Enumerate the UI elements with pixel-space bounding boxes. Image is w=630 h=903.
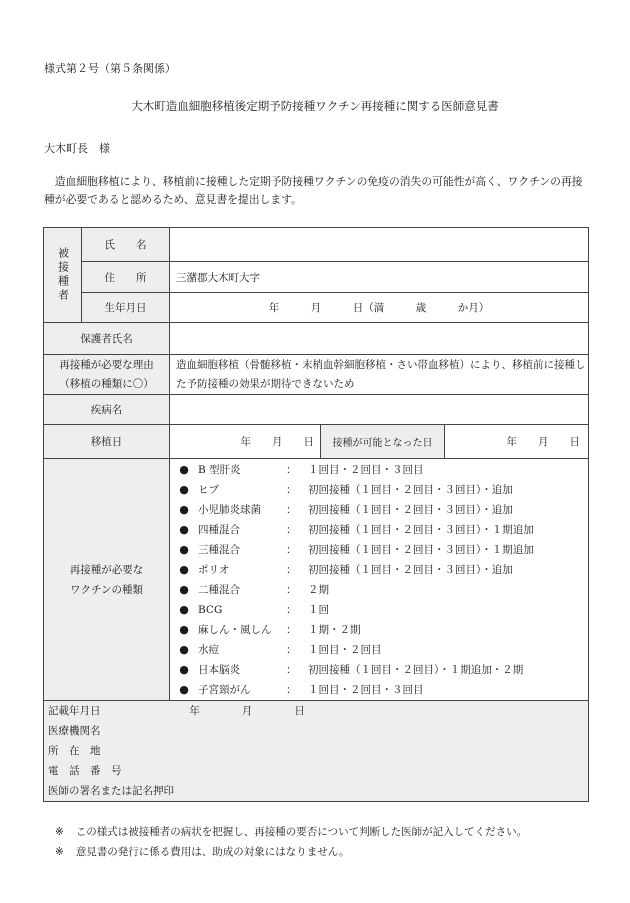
note-1-text: この様式は被接種者の病状を把握し、再接種の要否について判断した医師が記入してください。 (75, 826, 528, 838)
vaccine-colon: ： (286, 684, 297, 696)
vaccine-detail[interactable]: １回 (308, 604, 329, 616)
reason-text: 造血細胞移植（骨髄移植・末梢血幹細胞移植・さい帯血移植）により、移植前に接種した予防接種の効果が期待できないため (170, 355, 589, 395)
address-field[interactable]: 三潴郡大木町大字 (170, 262, 589, 293)
vaccine-detail[interactable]: １回目・２回目 (308, 644, 382, 656)
vaccine-detail[interactable]: 初回接種（１回目・２回目・３回目）・１期追加 (308, 544, 534, 556)
form-number: 様式第２号（第５条関係） (44, 62, 176, 75)
vaccine-colon: ： (286, 524, 297, 536)
birth-date-field[interactable]: 年 月 日（満 歳 か月） (170, 293, 589, 323)
vaccine-item (170, 580, 588, 600)
vaccine-name[interactable]: 子宮頸がん (198, 684, 251, 696)
notes (55, 822, 527, 862)
vaccine-name[interactable]: 四種混合 (198, 524, 240, 536)
bullet-icon: ● (179, 463, 189, 476)
vaccine-name[interactable]: B 型肝炎 (198, 464, 241, 476)
vaccine-colon: ： (286, 604, 297, 616)
bullet-icon: ● (179, 563, 189, 576)
vaccine-colon: ： (286, 624, 297, 636)
vaccine-colon: ： (286, 664, 297, 676)
record-date-label: 記載年月日 (48, 705, 101, 717)
bullet-icon: ● (179, 483, 189, 496)
vaccine-detail[interactable]: ２期 (308, 584, 329, 596)
vaccine-colon: ： (286, 564, 297, 576)
name-label: 氏 名 (82, 228, 170, 262)
note-mark: ※ (55, 826, 64, 838)
disease-name-label: 疾病名 (44, 395, 170, 425)
vaccine-colon: ： (286, 504, 297, 516)
note-2 (55, 842, 527, 862)
bullet-icon: ● (179, 643, 189, 656)
vaccine-name[interactable]: 三種混合 (198, 544, 240, 556)
bullet-icon: ● (179, 503, 189, 516)
reason-label (44, 355, 170, 395)
vaccine-type-label (44, 459, 170, 701)
vaccine-detail[interactable]: 初回接種（１回目・２回目・３回目）・追加 (308, 484, 513, 496)
vaccine-name[interactable]: 二種混合 (198, 584, 240, 596)
bullet-icon: ● (179, 523, 189, 536)
vaccination-possible-date-label: 接種が可能となった日 (320, 425, 445, 458)
note-mark: ※ (55, 846, 64, 858)
guardian-name-field[interactable] (170, 323, 589, 355)
vaccine-item (170, 520, 588, 540)
vaccine-item (170, 480, 588, 500)
document-title: 大木町造血細胞移植後定期予防接種ワクチン再接種に関する医師意見書 (131, 99, 499, 113)
location-label: 所 在 地 (48, 745, 101, 757)
bullet-icon: ● (179, 583, 189, 596)
bullet-icon: ● (179, 603, 189, 616)
vaccine-detail[interactable]: 初回接種（１回目・２回目・３回目）・追加 (308, 504, 513, 516)
vaccine-name[interactable]: ポリオ (198, 564, 230, 576)
institution-label: 医療機関名 (48, 725, 101, 737)
vaccine-list (170, 460, 588, 700)
note-2-text: 意見書の発行に係る費用は、助成の対象にはなりません。 (75, 846, 350, 858)
reason-label-line1: 再接種が必要な理由 (59, 358, 154, 371)
vaccine-item (170, 540, 588, 560)
vaccine-item (170, 560, 588, 580)
vaccine-item (170, 600, 588, 620)
vaccine-detail[interactable]: １回目・２回目・３回目 (308, 684, 424, 696)
birth-date-label: 生年月日 (82, 293, 170, 323)
vaccine-colon: ： (286, 464, 297, 476)
vaccine-item (170, 680, 588, 700)
name-field[interactable] (170, 228, 589, 262)
record-date-value[interactable]: 年 月 日 (189, 705, 305, 717)
note-1 (55, 822, 527, 842)
bullet-icon: ● (179, 543, 189, 556)
patient-group-label-cell (44, 228, 82, 323)
vaccine-item (170, 620, 588, 640)
address-label: 住 所 (82, 262, 170, 293)
vaccine-colon: ： (286, 584, 297, 596)
vaccine-item (170, 660, 588, 680)
vaccine-name[interactable]: 小児肺炎球菌 (198, 504, 261, 516)
vaccine-detail[interactable]: 初回接種（１回目・２回目・３回目）・追加 (308, 564, 513, 576)
vaccination-possible-date-field[interactable]: 年 月 日 (506, 436, 581, 448)
vaccine-detail[interactable]: 初回接種（１回目・２回目）・１期追加・２期 (308, 664, 524, 676)
vaccine-type-label-line1: 再接種が必要な (69, 563, 144, 576)
bullet-icon: ● (179, 683, 189, 696)
vaccine-name[interactable]: BCG (198, 603, 223, 616)
vaccine-name[interactable]: 麻しん・風しん (198, 624, 272, 636)
record-date-row (44, 701, 588, 721)
physician-section (44, 701, 589, 802)
intro-paragraph: 造血細胞移植により、移植前に接種した定期予防接種ワクチンの免疫の消失の可能性が高く、ワクチンの再接種が必要であると認めるため、意見書を提出します。 (44, 175, 583, 206)
bullet-icon: ● (179, 663, 189, 676)
signature-label: 医師の署名または記名押印 (48, 785, 174, 797)
phone-label: 電 話 番 号 (48, 765, 122, 777)
vaccine-name[interactable]: ヒブ (198, 484, 219, 496)
vaccine-name[interactable]: 水痘 (198, 644, 219, 656)
transplant-date-field[interactable]: 年 月 日 (240, 436, 314, 448)
bullet-icon: ● (179, 623, 189, 636)
vaccine-type-label-line2: ワクチンの種類 (70, 583, 143, 596)
vaccine-colon: ： (286, 544, 297, 556)
vaccine-detail[interactable]: １期・２期 (308, 624, 361, 636)
vaccine-name[interactable]: 日本脳炎 (198, 664, 240, 676)
vaccine-detail[interactable]: 初回接種（１回目・２回目・３回目）・１期追加 (308, 524, 534, 536)
vaccine-item (170, 460, 588, 480)
opinion-form-table (43, 227, 589, 802)
guardian-name-label: 保護者氏名 (44, 323, 170, 355)
transplant-date-label: 移植日 (44, 425, 170, 459)
reason-label-line2: （移植の種類に〇） (59, 377, 154, 390)
vaccine-item (170, 500, 588, 520)
addressee: 大木町長 様 (44, 142, 110, 155)
disease-name-field[interactable] (170, 395, 589, 425)
vaccine-item (170, 640, 588, 660)
vaccine-colon: ： (286, 484, 297, 496)
vaccine-colon: ： (286, 644, 297, 656)
vaccine-detail[interactable]: １回目・２回目・３回目 (308, 464, 424, 476)
patient-group-label: 被接種者 (56, 247, 70, 303)
